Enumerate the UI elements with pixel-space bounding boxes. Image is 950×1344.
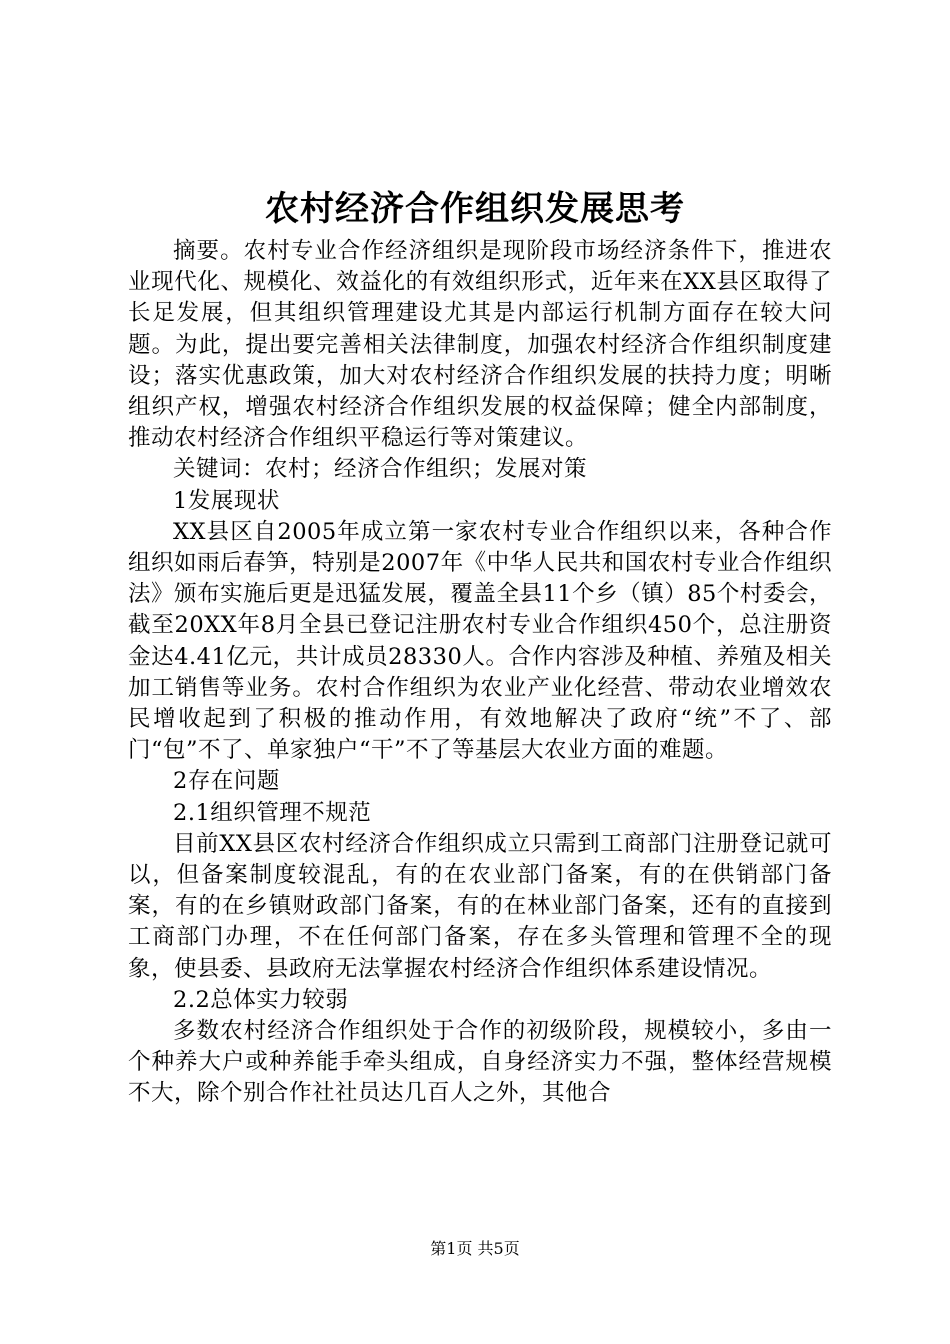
keywords-line: 关键词：农村；经济合作组织；发展对策 (173, 456, 588, 483)
document-title: 农村经济合作组织发展思考 (265, 189, 685, 229)
subsection-heading-2-2: 2.2总体实力较弱 (173, 986, 349, 1013)
document-body (128, 236, 832, 1110)
section-heading-1: 1发展现状 (173, 487, 280, 514)
section-heading-2: 2存在问题 (173, 768, 280, 795)
section-1-paragraph: XX县区自2005年成立第一家农村专业合作组织以来，各种合作组织如雨后春笋，特别是2007年《中华人民共和国农村专业合作组织法》颁布实施后更是迅猛发展，覆盖全县11个乡（镇）85个村委会，截至20XX年8月全县已登记注册农村专业合作组织450个，总注册资金达4.41亿元，共计成员28330人。合作内容涉及种植、养殖及相关加工销售等业务。农村合作组织为农业产业化经营、带动农业增效农民增收起到了积极的推动作用，有效地解决了政府“统”不了、部门“包”不了、单家独户“干”不了等基层大农业方面的难题。 (128, 518, 832, 764)
abstract-paragraph: 摘要。农村专业合作经济组织是现阶段市场经济条件下，推进农业现代化、规模化、效益化的有效组织形式，近年来在XX县区取得了长足发展，但其组织管理建设尤其是内部运行机制方面存在较大问题。为此，提出要完善相关法律制度，加强农村经济合作组织制度建设；落实优惠政策，加大对农村经济合作组织发展的扶持力度；明晰组织产权，增强农村经济合作组织发展的权益保障；健全内部制度，推动农村经济合作组织平稳运行等对策建议。 (128, 238, 832, 452)
page-footer: 第1页 共5页 (430, 1239, 520, 1258)
subsection-2-1-paragraph: 目前XX县区农村经济合作组织成立只需到工商部门注册登记就可以，但备案制度较混乱，有的在农业部门备案，有的在供销部门备案，有的在乡镇财政部门备案，有的在林业部门备案，还有的直接到工商部门办理，不在任何部门备案，存在多头管理和管理不全的现象，使县委、县政府无法掌握农村经济合作组织体系建设情况。 (128, 830, 832, 982)
subsection-2-2-paragraph: 多数农村经济合作组织处于合作的初级阶段，规模较小，多由一个种养大户或种养能手牵头组成，自身经济实力不强，整体经营规模不大，除个别合作社社员达几百人之外，其他合 (128, 1018, 832, 1107)
subsection-heading-2-1: 2.1组织管理不规范 (173, 799, 372, 826)
